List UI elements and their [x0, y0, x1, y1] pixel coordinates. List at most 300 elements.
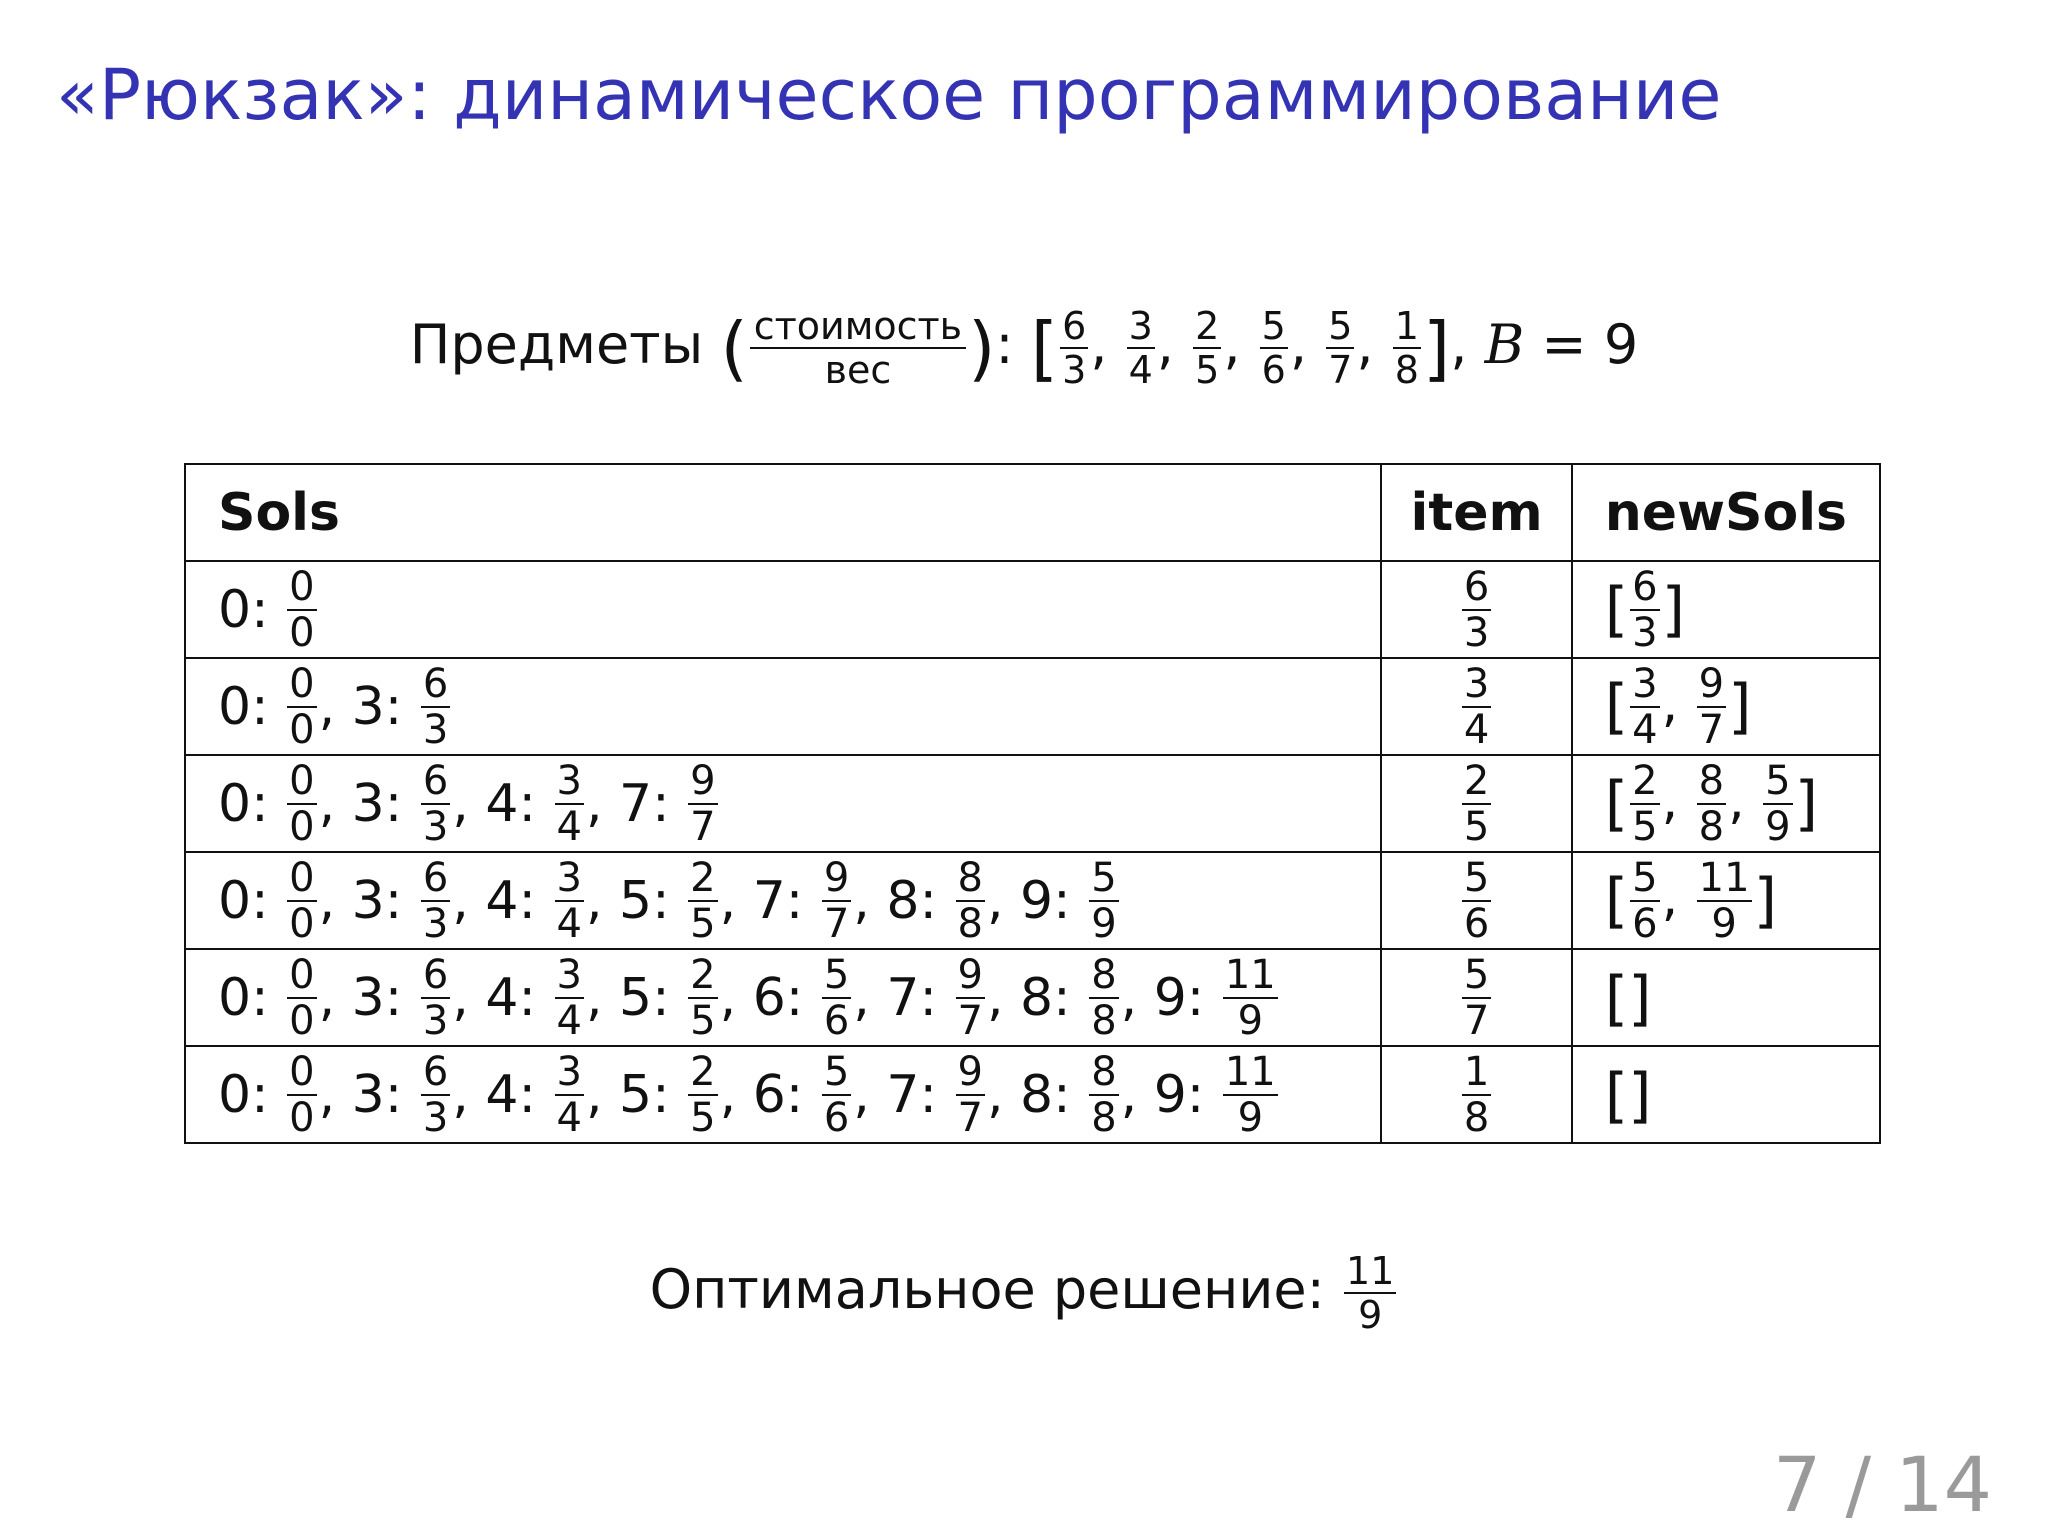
- sols-fraction-num: 6: [422, 854, 449, 901]
- item-fraction-den: 8: [1394, 348, 1419, 393]
- item-value-fraction-num: 6: [1463, 563, 1490, 610]
- new-sols-close-bracket: ]: [1728, 671, 1752, 742]
- item-fraction-den: 7: [1328, 348, 1353, 393]
- sols-entry: [452, 951, 586, 1044]
- item-fraction-num: 3: [1128, 304, 1153, 349]
- sols-fraction: [822, 951, 851, 1044]
- item-fraction-num: 5: [1261, 304, 1286, 349]
- sols-fraction: [1223, 951, 1278, 1044]
- sols-fraction-den: 3: [422, 706, 449, 753]
- comma-separator: ,: [585, 773, 620, 834]
- sols-fraction-den: 3: [422, 900, 449, 947]
- comma-separator: ,: [452, 1064, 486, 1125]
- sols-weight: 5: [619, 1064, 653, 1125]
- sols-weight: 5: [619, 967, 653, 1028]
- colon-separator: :: [251, 579, 286, 640]
- colon-separator: :: [384, 773, 419, 834]
- sols-entry: [452, 1048, 586, 1141]
- sols-entry: [218, 563, 319, 656]
- sols-fraction: [555, 1048, 584, 1141]
- new-sols-fraction-num: 3: [1632, 660, 1658, 707]
- sols-fraction-num: 6: [422, 757, 449, 804]
- new-sols-fraction: [1697, 660, 1726, 753]
- sols-fraction: [1223, 1048, 1278, 1141]
- item-value-fraction: [1462, 854, 1491, 947]
- table-row: [185, 658, 1880, 755]
- header-item: item: [1381, 464, 1571, 561]
- colon-separator: :: [251, 870, 286, 931]
- sols-fraction-den: 4: [556, 803, 582, 850]
- colon-separator: :: [1053, 967, 1088, 1028]
- sols-fraction-num: 9: [957, 951, 983, 998]
- sols-weight: 7: [752, 870, 786, 931]
- sols-weight: 7: [886, 1064, 920, 1125]
- open-paren: (: [720, 307, 748, 390]
- sols-entry: [986, 951, 1121, 1044]
- sols-fraction-den: 6: [823, 997, 850, 1044]
- colon-separator: :: [919, 967, 954, 1028]
- new-sols-fraction: [1630, 660, 1659, 753]
- sols-fraction-num: 2: [690, 1048, 716, 1095]
- sols-fraction-num: 0: [289, 757, 315, 804]
- new-sols-fraction: [1697, 854, 1752, 947]
- comma-separator: ,: [719, 1064, 753, 1125]
- item-cell: [1381, 561, 1571, 658]
- optimal-solution: [0, 1240, 2048, 1340]
- item-fraction-num: 6: [1062, 304, 1087, 349]
- sols-fraction-num: 0: [289, 1048, 315, 1095]
- comma-separator: ,: [1156, 313, 1192, 376]
- sols-fraction: [822, 1048, 851, 1141]
- page-number: 7 / 14: [1773, 1440, 1992, 1529]
- sols-fraction: [555, 854, 584, 947]
- sols-fraction-num: 5: [823, 951, 850, 998]
- sols-fraction-den: 0: [289, 706, 315, 753]
- sols-fraction-num: 9: [957, 1048, 983, 1095]
- colon-separator: :: [518, 773, 553, 834]
- sols-fraction-num: 8: [957, 854, 983, 901]
- items-open-bracket: [: [1030, 307, 1059, 390]
- table-row: [185, 1046, 1880, 1143]
- sols-weight: 7: [619, 773, 653, 834]
- sols-weight: 3: [351, 967, 385, 1028]
- sols-fraction: [287, 854, 316, 947]
- new-sols-close-bracket: ]: [1628, 964, 1652, 1034]
- item-value-fraction-num: 5: [1463, 854, 1490, 901]
- sols-fraction: [287, 951, 316, 1044]
- sols-fraction-num: 6: [422, 660, 449, 707]
- colon-separator: :: [652, 1064, 687, 1125]
- item-fraction-den: 6: [1261, 348, 1286, 393]
- sols-weight: 4: [485, 773, 519, 834]
- colon-separator: :: [384, 676, 419, 737]
- sols-fraction-den: 5: [690, 997, 716, 1044]
- sols-fraction-den: 0: [289, 997, 315, 1044]
- item-value-fraction-den: 5: [1463, 803, 1490, 850]
- new-sols-fraction-num: 9: [1698, 660, 1725, 707]
- sols-entry: [452, 757, 586, 850]
- value-word: стоимость: [750, 307, 966, 349]
- colon-separator: :: [1053, 1064, 1088, 1125]
- new-sols-close-bracket: ]: [1661, 574, 1686, 645]
- new-sols-fraction-den: 8: [1698, 803, 1725, 850]
- sols-entry: [719, 951, 854, 1044]
- sols-fraction-den: 3: [422, 997, 449, 1044]
- sols-entry: [218, 1048, 319, 1141]
- sols-fraction: [956, 854, 985, 947]
- comma-separator: ,: [1120, 1064, 1154, 1125]
- item-value-fraction-den: 3: [1463, 609, 1490, 656]
- sols-entry: [585, 1048, 720, 1141]
- item-value-fraction-num: 2: [1463, 757, 1490, 804]
- budget-variable: B: [1484, 313, 1525, 376]
- colon-separator: :: [919, 870, 954, 931]
- sols-weight: 8: [886, 870, 920, 931]
- sols-fraction: [287, 660, 316, 753]
- sols-fraction: [956, 951, 985, 1044]
- new-sols-cell: [1572, 561, 1880, 658]
- item-fraction: [1060, 304, 1088, 393]
- sols-cell: [185, 561, 1381, 658]
- comma-separator: ,: [1661, 673, 1695, 734]
- sols-weight: 4: [485, 870, 519, 931]
- sols-fraction: [287, 563, 316, 656]
- sols-fraction-den: 8: [957, 900, 983, 947]
- table-row: [185, 755, 1880, 852]
- colon-separator: :: [518, 870, 553, 931]
- sols-fraction: [421, 757, 450, 850]
- optimal-weight: 9: [1358, 1293, 1383, 1338]
- item-value-fraction-den: 6: [1463, 900, 1490, 947]
- sols-fraction-den: 5: [690, 1094, 716, 1141]
- sols-fraction-den: 9: [1091, 900, 1117, 947]
- comma-separator: ,: [1356, 313, 1391, 376]
- slide-title: «Рюкзак»: динамическое программирование: [56, 54, 1722, 136]
- colon-separator: :: [785, 967, 820, 1028]
- comma-separator: ,: [719, 870, 753, 931]
- sols-weight: 3: [351, 1064, 385, 1125]
- colon-separator: :: [652, 870, 687, 931]
- sols-fraction-num: 9: [690, 757, 716, 804]
- item-fraction-num: 2: [1195, 304, 1220, 349]
- sols-weight: 6: [752, 967, 786, 1028]
- sols-entry: [318, 660, 453, 753]
- optimal-label: Оптимальное решение:: [649, 1258, 1325, 1321]
- sols-fraction: [555, 757, 584, 850]
- sols-entry: [1120, 951, 1280, 1044]
- new-sols-open-bracket: [: [1604, 671, 1629, 742]
- colon-separator: :: [384, 1064, 419, 1125]
- sols-entry: [853, 1048, 987, 1141]
- new-sols-cell: [1572, 949, 1880, 1046]
- item-fraction-num: 5: [1328, 304, 1353, 349]
- comma-separator: ,: [318, 676, 352, 737]
- sols-fraction-den: 9: [1237, 1094, 1264, 1141]
- sols-fraction-num: 0: [289, 854, 315, 901]
- item-cell: [1381, 755, 1571, 852]
- item-fraction: [1127, 304, 1155, 393]
- sols-fraction-num: 8: [1091, 951, 1117, 998]
- sols-weight: 0: [218, 579, 252, 640]
- sols-fraction: [421, 951, 450, 1044]
- sols-fraction-num: 3: [556, 854, 582, 901]
- sols-fraction-num: 2: [690, 951, 716, 998]
- items-close-bracket: ]: [1422, 307, 1451, 390]
- sols-fraction-num: 6: [422, 1048, 449, 1095]
- value-weight-fraction: [750, 304, 966, 393]
- comma-separator: ,: [1661, 770, 1695, 831]
- new-sols-fraction-den: 5: [1632, 803, 1658, 850]
- sols-fraction-den: 4: [556, 900, 582, 947]
- sols-fraction: [688, 1048, 717, 1141]
- new-sols-fraction: [1630, 757, 1659, 850]
- comma-separator: ,: [853, 967, 887, 1028]
- sols-fraction: [822, 854, 851, 947]
- sols-weight: 0: [218, 1064, 252, 1125]
- new-sols-fraction-den: 9: [1711, 900, 1737, 947]
- new-sols-fraction-den: 6: [1632, 900, 1658, 947]
- colon-separator: :: [919, 1064, 954, 1125]
- item-cell: [1381, 1046, 1571, 1143]
- item-value-fraction-den: 4: [1463, 706, 1490, 753]
- sols-fraction: [287, 1048, 316, 1141]
- sols-fraction-num: 3: [556, 951, 582, 998]
- sols-fraction-num: 3: [556, 757, 582, 804]
- sols-fraction-den: 3: [422, 1094, 449, 1141]
- item-value-fraction-num: 1: [1463, 1048, 1490, 1095]
- sols-entry: [218, 951, 319, 1044]
- table-header-row: [185, 464, 1880, 561]
- colon-separator: :: [1053, 870, 1088, 931]
- new-sols-fraction-num: 5: [1632, 854, 1658, 901]
- comma-separator: ,: [1120, 967, 1154, 1028]
- item-fraction: [1393, 304, 1421, 393]
- sols-fraction: [1089, 1048, 1118, 1141]
- comma-separator: ,: [986, 870, 1021, 931]
- sols-fraction-num: 9: [823, 854, 850, 901]
- sols-cell: [185, 1046, 1381, 1143]
- new-sols-fraction: [1697, 757, 1726, 850]
- comma-separator: ,: [318, 870, 352, 931]
- sols-entry: [452, 854, 586, 947]
- sols-fraction-den: 3: [422, 803, 449, 850]
- sols-fraction-den: 5: [690, 900, 716, 947]
- sols-weight: 0: [218, 967, 252, 1028]
- sols-entry: [585, 757, 720, 850]
- sols-weight: 7: [886, 967, 920, 1028]
- sols-fraction-den: 0: [289, 609, 315, 656]
- dp-table: [184, 463, 1881, 1144]
- sols-entry: [719, 1048, 854, 1141]
- new-sols-cell: [1572, 1046, 1880, 1143]
- sols-fraction-den: 0: [289, 900, 315, 947]
- weight-word: вес: [824, 348, 892, 393]
- item-value-fraction: [1462, 1048, 1491, 1141]
- colon-separator: :: [518, 967, 553, 1028]
- sols-weight: 3: [351, 870, 385, 931]
- sols-fraction-den: 8: [1091, 1094, 1117, 1141]
- colon-separator: :: [1186, 967, 1221, 1028]
- sols-fraction-num: 6: [422, 951, 449, 998]
- sols-fraction: [421, 854, 450, 947]
- new-sols-fraction-num: 2: [1632, 757, 1658, 804]
- item-fraction-den: 4: [1128, 348, 1153, 393]
- sols-fraction: [956, 1048, 985, 1141]
- item-value-fraction: [1462, 660, 1491, 753]
- sols-entry: [218, 854, 319, 947]
- sols-fraction-den: 7: [957, 1094, 983, 1141]
- new-sols-open-bracket: [: [1604, 964, 1629, 1034]
- colon-separator: :: [384, 967, 419, 1028]
- sols-fraction-num: 5: [823, 1048, 850, 1095]
- sols-weight: 0: [218, 773, 252, 834]
- sols-fraction-num: 11: [1224, 1048, 1276, 1095]
- sols-fraction: [421, 660, 450, 753]
- new-sols-close-bracket: ]: [1794, 768, 1819, 839]
- header-new-sols: newSols: [1572, 464, 1880, 561]
- sols-weight: 8: [1020, 967, 1054, 1028]
- sols-entry: [585, 951, 720, 1044]
- sols-fraction: [688, 951, 717, 1044]
- sols-fraction-num: 5: [1091, 854, 1117, 901]
- new-sols-cell: [1572, 852, 1880, 949]
- sols-weight: 6: [752, 1064, 786, 1125]
- comma-separator: ,: [318, 1064, 352, 1125]
- new-sols-open-bracket: [: [1604, 574, 1629, 645]
- sols-fraction-den: 7: [957, 997, 983, 1044]
- comma-separator: ,: [452, 773, 486, 834]
- colon-separator: :: [785, 1064, 820, 1125]
- sols-entry: [853, 854, 987, 947]
- item-value-fraction: [1462, 951, 1491, 1044]
- comma-separator: ,: [1090, 313, 1125, 376]
- item-fraction-num: 1: [1394, 304, 1419, 349]
- sols-fraction-num: 11: [1224, 951, 1276, 998]
- table-row: [185, 949, 1880, 1046]
- item-value-fraction-num: 3: [1463, 660, 1490, 707]
- new-sols-close-bracket: ]: [1753, 865, 1777, 936]
- sols-weight: 9: [1020, 870, 1054, 931]
- new-sols-fraction: [1630, 563, 1659, 656]
- sols-weight: 3: [351, 773, 385, 834]
- colon-separator: :: [652, 967, 687, 1028]
- colon-separator: :: [518, 1064, 553, 1125]
- comma-separator: ,: [585, 870, 620, 931]
- sols-weight: 0: [218, 676, 252, 737]
- colon-separator: :: [251, 773, 286, 834]
- item-value-fraction: [1462, 757, 1491, 850]
- items-list: [1058, 304, 1423, 393]
- sols-entry: [218, 660, 319, 753]
- sols-fraction-num: 2: [690, 854, 716, 901]
- sols-cell: [185, 658, 1381, 755]
- sols-fraction: [1089, 951, 1118, 1044]
- sols-fraction-num: 0: [289, 660, 315, 707]
- comma-separator: ,: [585, 1064, 620, 1125]
- sols-entry: [585, 854, 720, 947]
- sols-weight: 0: [218, 870, 252, 931]
- comma-separator: ,: [986, 1064, 1021, 1125]
- sols-cell: [185, 949, 1381, 1046]
- comma-separator: ,: [853, 1064, 887, 1125]
- new-sols-fraction: [1763, 757, 1792, 850]
- close-paren: ): [968, 307, 996, 390]
- item-fraction: [1193, 304, 1221, 393]
- items-line: Предметы ( $\frac{\text{стоимость}}{\text{вес}}$ ): [ $\frac{6}{3}$ , $\frac{3}{4}$ , $\frac{2}{5}$ , $\frac{5}{6}$ , $\frac{5}{7}$ , $\frac{1}{8}$ ], B = 9: [409, 304, 1639, 393]
- comma-separator: ,: [318, 967, 352, 1028]
- colon-separator: :: [785, 870, 820, 931]
- item-fraction-den: 3: [1062, 348, 1087, 393]
- comma-separator: ,: [585, 967, 620, 1028]
- sols-fraction-num: 0: [289, 563, 315, 610]
- optimal-fraction: [1344, 1249, 1396, 1338]
- item-cell: [1381, 852, 1571, 949]
- colon-separator: :: [251, 1064, 286, 1125]
- table-row: [185, 561, 1880, 658]
- sols-fraction-den: 9: [1237, 997, 1264, 1044]
- sols-fraction-den: 7: [690, 803, 716, 850]
- sols-fraction-den: 6: [823, 1094, 850, 1141]
- sols-entry: [986, 854, 1121, 947]
- item-fraction-den: 5: [1195, 348, 1220, 393]
- new-sols-open-bracket: [: [1604, 768, 1629, 839]
- sols-entry: [318, 757, 453, 850]
- item-value-fraction: [1462, 563, 1491, 656]
- item-fraction: [1326, 304, 1354, 393]
- sols-weight: 8: [1020, 1064, 1054, 1125]
- sols-fraction: [1089, 854, 1118, 947]
- comma-separator: ,: [452, 967, 486, 1028]
- optimal-value: 11: [1346, 1249, 1395, 1294]
- sols-cell: [185, 852, 1381, 949]
- new-sols-fraction-den: 4: [1632, 706, 1658, 753]
- item-value-fraction-den: 7: [1463, 997, 1490, 1044]
- new-sols-fraction-num: 5: [1765, 757, 1791, 804]
- sols-entry: [318, 1048, 453, 1141]
- new-sols-fraction-den: 7: [1698, 706, 1725, 753]
- new-sols-open-bracket: [: [1604, 1061, 1629, 1131]
- new-sols-cell: [1572, 658, 1880, 755]
- sols-fraction: [688, 757, 717, 850]
- new-sols-fraction-num: 6: [1632, 563, 1658, 610]
- sols-entry: [218, 757, 319, 850]
- colon-separator: :: [1186, 1064, 1221, 1125]
- new-sols-fraction-den: 9: [1765, 803, 1791, 850]
- sols-weight: 3: [351, 676, 385, 737]
- comma-separator: ,: [452, 870, 486, 931]
- comma-separator: ,: [719, 967, 753, 1028]
- sols-fraction: [555, 951, 584, 1044]
- new-sols-fraction-num: 8: [1698, 757, 1725, 804]
- sols-weight: 9: [1153, 1064, 1187, 1125]
- sols-fraction-den: 0: [289, 1094, 315, 1141]
- sols-weight: 4: [485, 967, 519, 1028]
- sols-entry: [986, 1048, 1121, 1141]
- sols-fraction-den: 0: [289, 803, 315, 850]
- new-sols-fraction: [1630, 854, 1659, 947]
- sols-entry: [719, 854, 854, 947]
- sols-fraction: [421, 1048, 450, 1141]
- sols-entry: [1120, 1048, 1280, 1141]
- items-label: Предметы: [409, 313, 704, 376]
- sols-fraction: [287, 757, 316, 850]
- sols-fraction-den: 7: [823, 900, 850, 947]
- colon-separator: :: [652, 773, 687, 834]
- sols-fraction-num: 0: [289, 951, 315, 998]
- item-cell: [1381, 949, 1571, 1046]
- item-value-fraction-den: 8: [1463, 1094, 1490, 1141]
- sols-entry: [853, 951, 987, 1044]
